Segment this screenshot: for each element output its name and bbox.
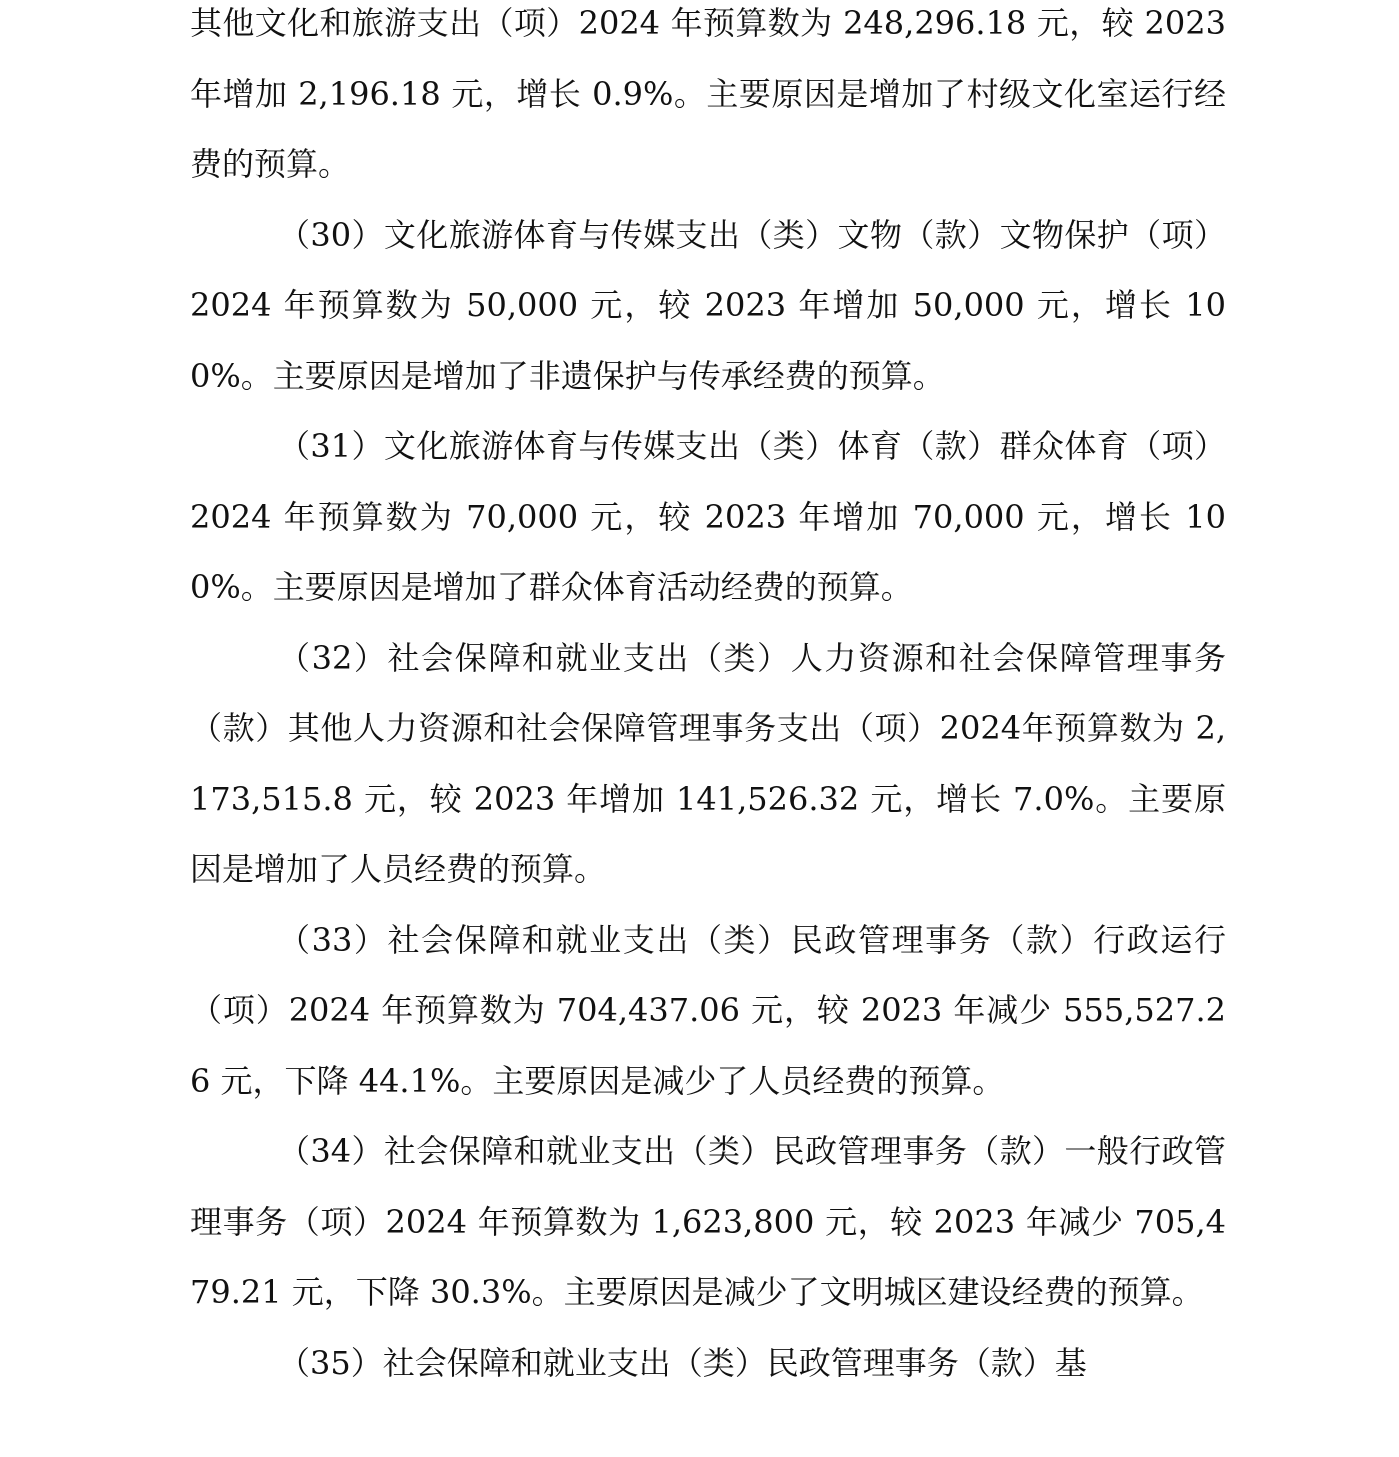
paragraph-33-civil-affairs-admin: （33）社会保障和就业支出（类）民政管理事务（款）行政运行（项）2024 年预算数为 704,437.06 元，较 2023 年减少 555,527.26 元，下降 44.1%。主要原因是减少了人员经费的预算。 <box>190 920 1226 1100</box>
paragraph-30-cultural-relics-protection: （30）文化旅游体育与传媒支出（类）文物（款）文物保护（项）2024 年预算数为 50,000 元，较 2023 年增加 50,000 元，增长 100%。主要原因是增加了非遗保护与传承经费的预算。 <box>190 215 1226 395</box>
paragraph-34-general-admin-affairs: （34）社会保障和就业支出（类）民政管理事务（款）一般行政管理事务（项）2024 年预算数为 1,623,800 元，较 2023 年减少 705,479.21 元，下降 30.3%。主要原因是减少了文明城区建设经费的预算。 <box>190 1132 1226 1311</box>
document-page <box>190 0 1226 1398</box>
paragraph-other-culture-tourism: 其他文化和旅游支出（项）2024 年预算数为 248,296.18 元，较 2023 年增加 2,196.18 元，增长 0.9%。主要原因是增加了村级文化室运行经费的预算。 <box>190 4 1226 183</box>
paragraph-32-hr-social-security: （32）社会保障和就业支出（类）人力资源和社会保障管理事务（款）其他人力资源和社会保障管理事务支出（项）2024年预算数为 2,173,515.8 元，较 2023 年增加 141,526.32 元，增长 7.0%。主要原因是增加了人员经费的预算。 <box>190 638 1226 888</box>
paragraph-35-civil-affairs-partial: （35）社会保障和就业支出（类）民政管理事务（款）基 <box>278 1343 1087 1382</box>
paragraph-31-mass-sports: （31）文化旅游体育与传媒支出（类）体育（款）群众体育（项）2024 年预算数为 70,000 元，较 2023 年增加 70,000 元，增长 100%。主要原因是增加了群众体育活动经费的预算。 <box>190 427 1226 606</box>
